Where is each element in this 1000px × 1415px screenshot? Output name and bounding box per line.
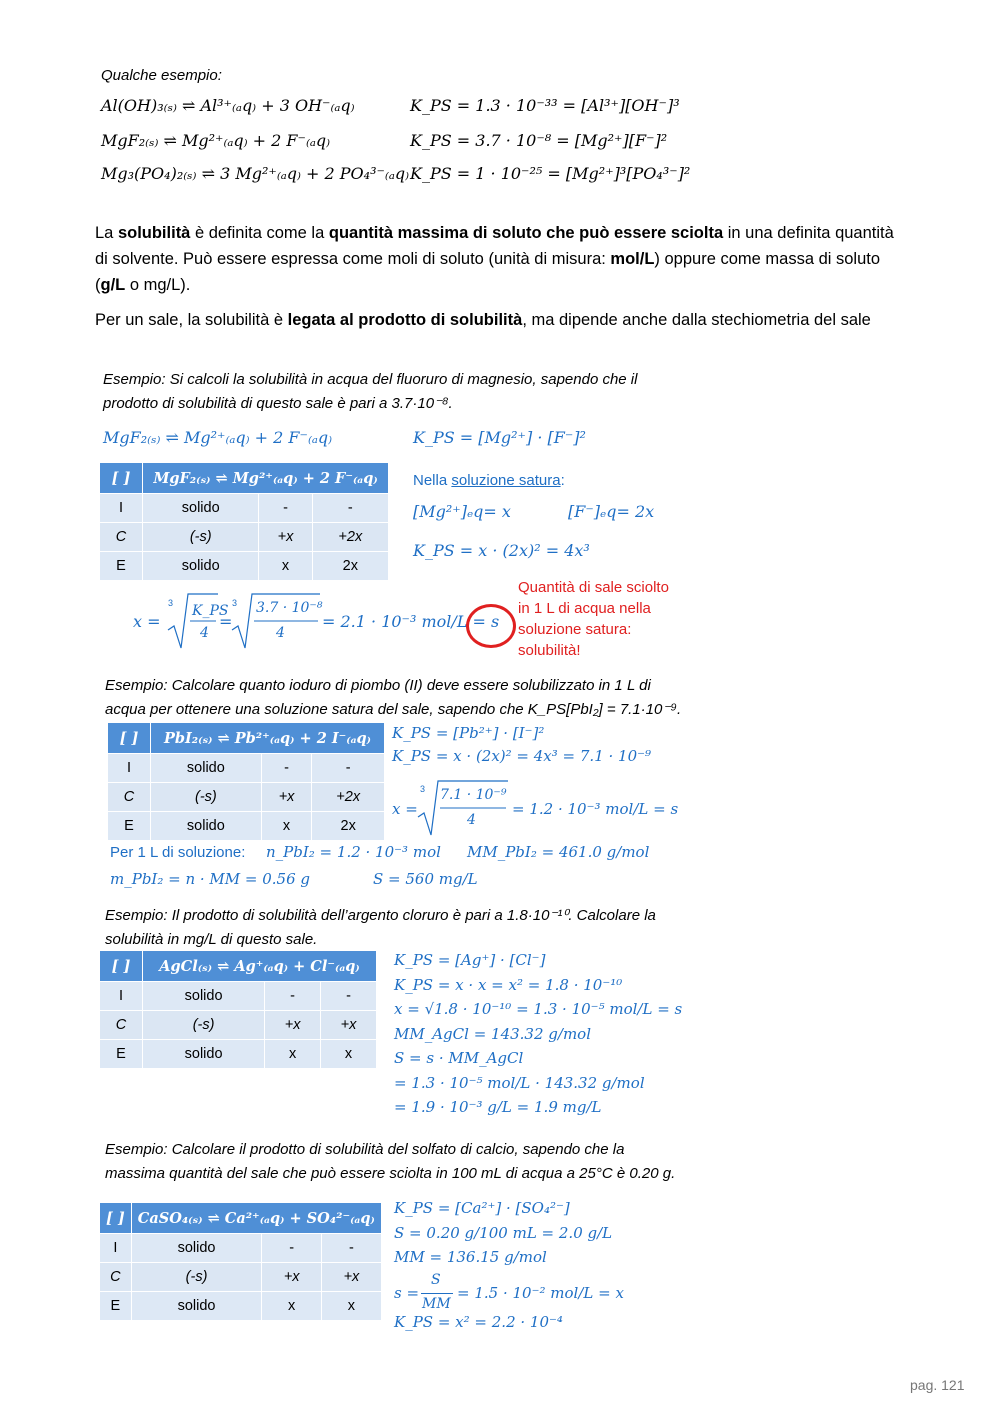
example-2-moles: n_PbI₂ = 1.2 · 10⁻³ mol xyxy=(266,843,441,861)
example-1-title: Esempio: Si calcoli la solubilità in acqua del fluoruro di magnesio, sapendo che il prodotto di solubilità di questo sale è pari a 3.7·10⁻⁸. xyxy=(103,371,638,412)
example-2-kps-expression: K_PS = [Pb²⁺] · [I⁻]² xyxy=(392,724,545,742)
example-4-s-result: = 1.5 · 10⁻² mol/L = x xyxy=(457,1284,624,1302)
intro-kps-3: K_PS = 1 · 10⁻²⁵ = [Mg²⁺]³[PO₄³⁻]² xyxy=(410,164,691,183)
example-4-kps-final: K_PS = x² = 2.2 · 10⁻⁴ xyxy=(394,1313,563,1331)
example-1-root-num-1: K_PS xyxy=(192,603,229,619)
intro-title: Qualche esempio: xyxy=(101,67,222,84)
example-4-s-num: S xyxy=(431,1272,441,1288)
example-2-molar-mass: MM_PbI₂ = 461.0 g/mol xyxy=(467,843,650,861)
example-3-ice-table: [ ] AgCl₍ₛ₎ ⇌ Ag⁺₍ₐq₎ + Cl⁻₍ₐq₎ I solido - - C (-s) +x +x E solido x x xyxy=(99,950,377,1069)
example-1-ice-table: [ ] MgF₂₍ₛ₎ ⇌ Mg²⁺₍ₐq₎ + 2 F⁻₍ₐq₎ I solido - - C (-s) +x +2x E solido x 2x xyxy=(99,462,389,581)
intro-kps-1: K_PS = 1.3 · 10⁻³³ = [Al³⁺][OH⁻]³ xyxy=(410,96,680,115)
example-4-title: Esempio: Calcolare il prodotto di solubilità del solfato di calcio, sapendo che la massima quantità del sale che può essere sciolta in 100 mL di acqua a 25°C è 0.20 g. xyxy=(105,1141,676,1182)
example-1-reaction: MgF₂₍ₛ₎ ⇌ Mg²⁺₍ₐq₎ + 2 F⁻₍ₐq₎ xyxy=(103,428,333,447)
example-4-fraction-bar xyxy=(421,1293,453,1294)
example-2-x-left: x = xyxy=(392,800,418,818)
solubility-highlight-circle xyxy=(466,604,516,648)
solubility-definition-paragraph: La solubilità è definita come la quantità massima di soluto che può essere sciolta in una definita quantità di solvente. Può essere espressa come moli di soluto (unità di misura: mol/L) oppure come massa di soluto (g/L o mg/L). xyxy=(95,224,894,294)
example-1-equals: = xyxy=(219,612,233,631)
table-row: E solido x x xyxy=(100,1292,382,1321)
example-2-ice-table: [ ] PbI₂₍ₛ₎ ⇌ Pb²⁺₍ₐq₎ + 2 I⁻₍ₐq₎ I solido - - C (-s) +x +2x E solido x 2x xyxy=(107,722,385,841)
example-1-x-result: = 2.1 · 10⁻³ mol/L = s xyxy=(322,612,500,631)
salt-solubility-paragraph: Per un sale, la solubilità è legata al prodotto di solubilità, ma dipende anche dalla stechiometria del sale xyxy=(95,311,871,329)
example-4-s-left: s = xyxy=(394,1284,420,1302)
example-1-note: Quantità di sale sciolto in 1 L di acqua nella soluzione satura: solubilità! xyxy=(518,579,669,659)
table-row: E solido x x xyxy=(100,1040,377,1069)
intro-equation-3: Mg₃(PO₄)₂₍ₛ₎ ⇌ 3 Mg²⁺₍ₐq₎ + 2 PO₄³⁻₍ₐq₎ xyxy=(101,164,410,183)
example-1-kps-x: K_PS = x · (2x)² = 4x³ xyxy=(413,541,590,560)
table-row: I solido - - xyxy=(100,1234,382,1263)
example-1-root-index-2: 3 xyxy=(232,598,238,608)
example-2-root-den: 4 xyxy=(467,812,476,828)
example-1-x-left: x = xyxy=(133,612,161,631)
example-1-root-den-2: 4 xyxy=(276,625,285,641)
table-row: I solido - - xyxy=(100,982,377,1011)
example-2-root-num: 7.1 · 10⁻⁹ xyxy=(440,787,507,803)
intro-kps-2: K_PS = 3.7 · 10⁻⁸ = [Mg²⁺][F⁻]² xyxy=(410,131,668,150)
example-2-solubility: S = 560 mg/L xyxy=(373,870,478,888)
example-2-mass: m_PbI₂ = n · MM = 0.56 g xyxy=(110,870,311,888)
table-row: C (-s) +x +2x xyxy=(108,783,385,812)
example-2-kps-x: K_PS = x · (2x)² = 4x³ = 7.1 · 10⁻⁹ xyxy=(392,747,652,765)
example-4-s-den: MM xyxy=(422,1296,451,1312)
intro-equation-2: MgF₂₍ₛ₎ ⇌ Mg²⁺₍ₐq₎ + 2 F⁻₍ₐq₎ xyxy=(101,131,331,150)
table-row: E solido x 2x xyxy=(108,812,385,841)
table-row: C (-s) +x +2x xyxy=(100,523,389,552)
page-number: pag. 121 xyxy=(910,1377,965,1393)
example-2-root-index: 3 xyxy=(420,784,426,794)
example-1-kps-expression: K_PS = [Mg²⁺] · [F⁻]² xyxy=(413,428,586,447)
example-4-ice-table: [ ] CaSO₄₍ₛ₎ ⇌ Ca²⁺₍ₐq₎ + SO₄²⁻₍ₐq₎ I solido - - C (-s) +x +x E solido x x xyxy=(99,1202,382,1321)
table-row: E solido x 2x xyxy=(100,552,389,581)
example-2-x-result: = 1.2 · 10⁻³ mol/L = s xyxy=(512,800,679,818)
example-1-root-num-2: 3.7 · 10⁻⁸ xyxy=(256,600,323,616)
example-4-calculation: K_PS = [Ca²⁺] · [SO₄²⁻] S = 0.20 g/100 mL = 2.0 g/L MM = 136.15 g/mol xyxy=(394,1199,613,1266)
example-1-satura-label: Nella soluzione satura: xyxy=(413,472,565,489)
intro-equation-1: Al(OH)₃₍ₛ₎ ⇌ Al³⁺₍ₐq₎ + 3 OH⁻₍ₐq₎ xyxy=(101,96,355,115)
example-2-per-litro: Per 1 L di soluzione: xyxy=(110,844,246,861)
example-2-title: Esempio: Calcolare quanto ioduro di piombo (II) deve essere solubilizzato in 1 L di acqua per ottenere una soluzione satura del sale, sapendo che K_PS[PbI₂] = 7.1·10⁻⁹. xyxy=(105,677,682,718)
example-3-title: Esempio: Il prodotto di solubilità dell’argento cloruro è pari a 1.8·10⁻¹⁰. Calcolare la solubilità in mg/L di questo sale. xyxy=(105,907,656,948)
table-row: C (-s) +x +x xyxy=(100,1011,377,1040)
example-1-eq-f: [F⁻]ₑq= 2x xyxy=(568,502,655,521)
example-3-calculation: K_PS = [Ag⁺] · [Cl⁻] K_PS = x · x = x² = 1.8 · 10⁻¹⁰ x = √1.8 · 10⁻¹⁰ = 1.3 · 10⁻⁵ mol/L = s MM_AgCl = 143.32 g/mol S = s · MM_AgCl = 1.3 · 10⁻⁵ mol/L · 143.32 g/mol = 1.9 · 10⁻³ g/L = 1.9 mg/L xyxy=(394,951,683,1116)
example-1-root-index-1: 3 xyxy=(168,598,174,608)
table-row: I solido - - xyxy=(100,494,389,523)
table-row: C (-s) +x +x xyxy=(100,1263,382,1292)
example-1-eq-mg: [Mg²⁺]ₑq= x xyxy=(413,502,511,521)
example-1-root-den-1: 4 xyxy=(200,625,209,641)
table-row: I solido - - xyxy=(108,754,385,783)
